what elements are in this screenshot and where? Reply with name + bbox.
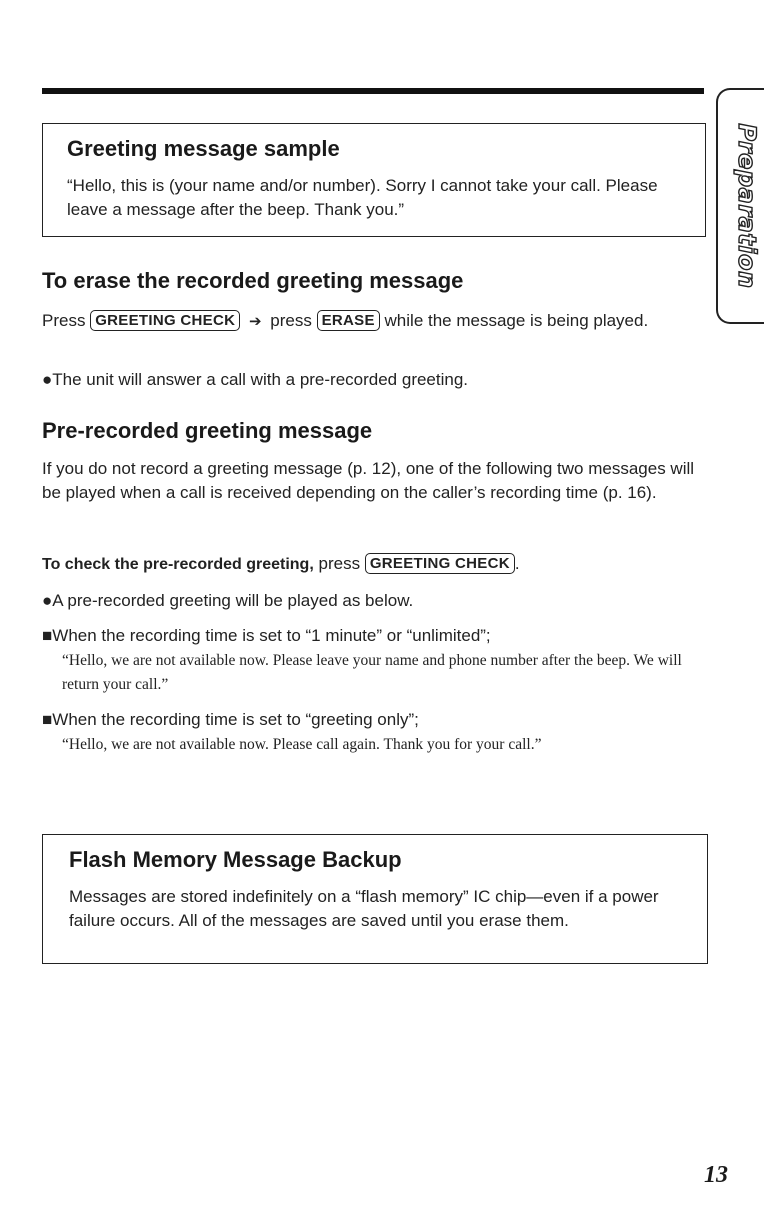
flash-memory-title: Flash Memory Message Backup — [69, 847, 402, 872]
prerecorded-heading: Pre-recorded greeting message — [42, 418, 373, 443]
check-instruction — [42, 552, 702, 577]
greeting-check-key-2: GREETING CHECK — [365, 553, 515, 574]
check-end-text: . — [514, 554, 520, 573]
page-number: 13 — [704, 1162, 728, 1188]
greeting-sample-text: “Hello, this is (your name and/or number). Sorry I cannot take your call. Please leave a message after the beep. Thank you.” — [67, 176, 658, 219]
section-tab — [716, 88, 764, 324]
case-2-label: ■When the recording time is set to “greeting only”; — [42, 710, 419, 729]
arrow-icon: ➔ — [248, 313, 262, 330]
section-tab-label: Preparation — [733, 123, 761, 289]
flash-memory-box — [42, 834, 708, 964]
top-rule — [42, 88, 704, 94]
erase-tail-text: while the message is being played. — [384, 311, 649, 330]
greeting-check-key: GREETING CHECK — [90, 310, 240, 331]
check-bold-text: To check the pre-recorded greeting, — [42, 556, 314, 573]
erase-note: ●The unit will answer a call with a pre-recorded greeting. — [42, 370, 469, 389]
check-press-text: press — [318, 554, 361, 573]
case-1-label: ■When the recording time is set to “1 minute” or “unlimited”; — [42, 626, 491, 645]
prerecorded-intro: If you do not record a greeting message (p. 12), one of the following two messages will be played when a call is received depending on the caller’s recording time (p. 16). — [42, 459, 695, 502]
case-2-quote: “Hello, we are not available now. Please call again. Thank you for your call.” — [62, 736, 542, 753]
erase-press2-text: press — [270, 311, 312, 330]
greeting-sample-box — [42, 123, 706, 237]
flash-memory-text: Messages are stored indefinitely on a “flash memory” IC chip—even if a power failure occurs. All of the messages are saved until you erase them. — [69, 887, 659, 930]
greeting-sample-title: Greeting message sample — [67, 136, 340, 161]
erase-instruction — [42, 309, 692, 334]
case-1-quote: “Hello, we are not available now. Please leave your name and phone number after the beep. We will return your call.” — [62, 652, 682, 693]
erase-press-text: Press — [42, 311, 86, 330]
erase-heading: To erase the recorded greeting message — [42, 268, 464, 293]
prerecorded-bullet: ●A pre-recorded greeting will be played as below. — [42, 591, 414, 610]
erase-key: ERASE — [317, 310, 380, 331]
